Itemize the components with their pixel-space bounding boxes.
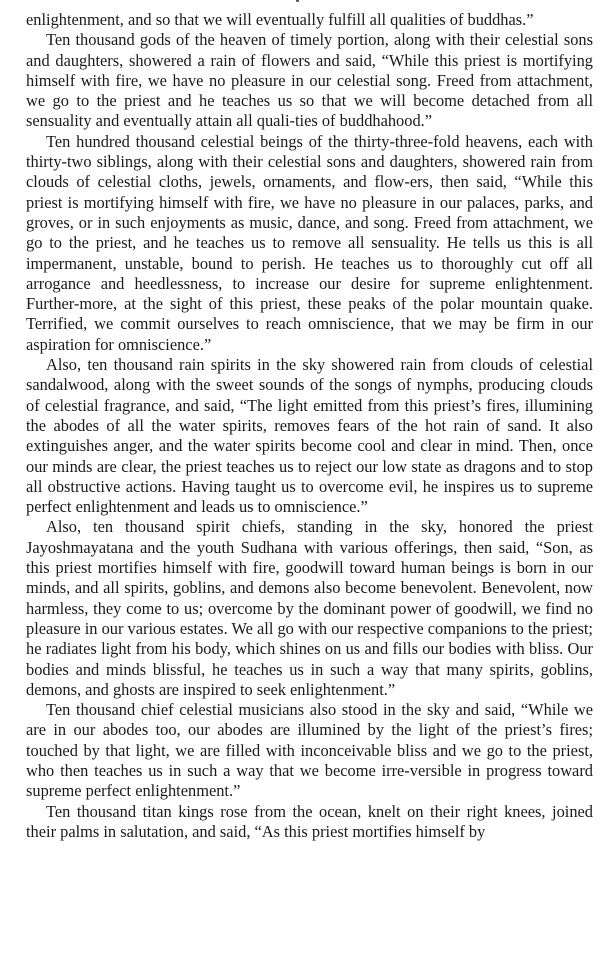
paragraph-rain-spirits: Also, ten thousand rain spirits in the sky showered rain from clouds of celestial sandalwood, along with the sweet sounds of the songs of nymphs, producing clouds of celestial fragrance, and said, “The light emitted from this priest’s fires, illumining the abodes of all the water spirits, removes fears of the hot rain of sand. It also extinguishes anger, and the water spirits become cool and clear in mind. Then, once our minds are clear, the priest teaches us to reject our low state as dragons and to stop all obstructive actions. Having taught us to overcome evil, he inspires us to supreme perfect enlightenment and leads us to omniscience.” [26, 355, 593, 517]
running-head-mark [296, 0, 299, 2]
paragraph-thirty-three-heavens: Ten hundred thousand celestial beings of the thirty-three-fold heavens, each with thirty-two siblings, along with their celestial sons and daughters, showered rain from clouds of celestial cloths, jewels, ornaments, and flow-ers, then said, “While this priest is mortifying himself with fire, we have no pleasure in our palaces, parks, and groves, or in such enjoyments as music, dance, and song. Freed from attachment, we go to the priest, and he teaches us to remove all sensuality. He tells us this is all impermanent, unstable, bound to perish. He teaches us to thoroughly cut off all arrogance and heedlessness, to increase our desire for supreme enlightenment. Further-more, at the sight of this priest, these peaks of the polar mountain quake. Terrified, we commit ourselves to reach omniscience, that we may be firm in our aspiration for omniscience.” [26, 131, 593, 354]
paragraph-continued: enlightenment, and so that we will eventually fulfill all qualities of buddhas.” [26, 10, 534, 29]
paragraph-timely-portion-gods: Ten thousand gods of the heaven of timely portion, along with their celestial sons and daughters, showered a rain of flowers and said, “While this priest is mortifying himself with fire, we have no pleasure in our celestial song. Freed from attachment, we go to the priest and he teaches us so that we will become detached from all sensuality and eventually attain all quali-ties of buddhahood.” [26, 30, 593, 131]
paragraph-celestial-musicians: Ten thousand chief celestial musicians also stood in the sky and said, “While we are in our abodes too, our abodes are illumined by the light of the priest’s fires; touched by that light, we are filled with inconceivable bliss and we go to the priest, who then teaches us in such a way that we become irre-versible in progress toward supreme perfect enlightenment.” [26, 700, 593, 801]
paragraph-spirit-chiefs: Also, ten thousand spirit chiefs, standing in the sky, honored the priest Jayoshmayatana and the youth Sudhana with various offerings, then said, “Son, as this priest mortifies himself with fire, goodwill toward human beings is born in our minds, and all spirits, goblins, and demons also become benevolent. Benevolent, now harmless, they come to us; overcome by the dominant power of goodwill, we find no pleasure in our various estates. We all go with our respective companions to the priest; he radiates light from his body, which shines on us and fills our bodies with bliss. Our bodies and minds blissful, he teaches us in such a way that many spirits, goblins, demons, and ghosts are inspired to seek enlightenment.” [26, 517, 593, 699]
book-page-body [26, 10, 593, 842]
paragraph-titan-kings: Ten thousand titan kings rose from the ocean, knelt on their right knees, joined their palms in salutation, and said, “As this priest mortifies himself by [26, 801, 593, 841]
page-top-edge [0, 0, 615, 4]
